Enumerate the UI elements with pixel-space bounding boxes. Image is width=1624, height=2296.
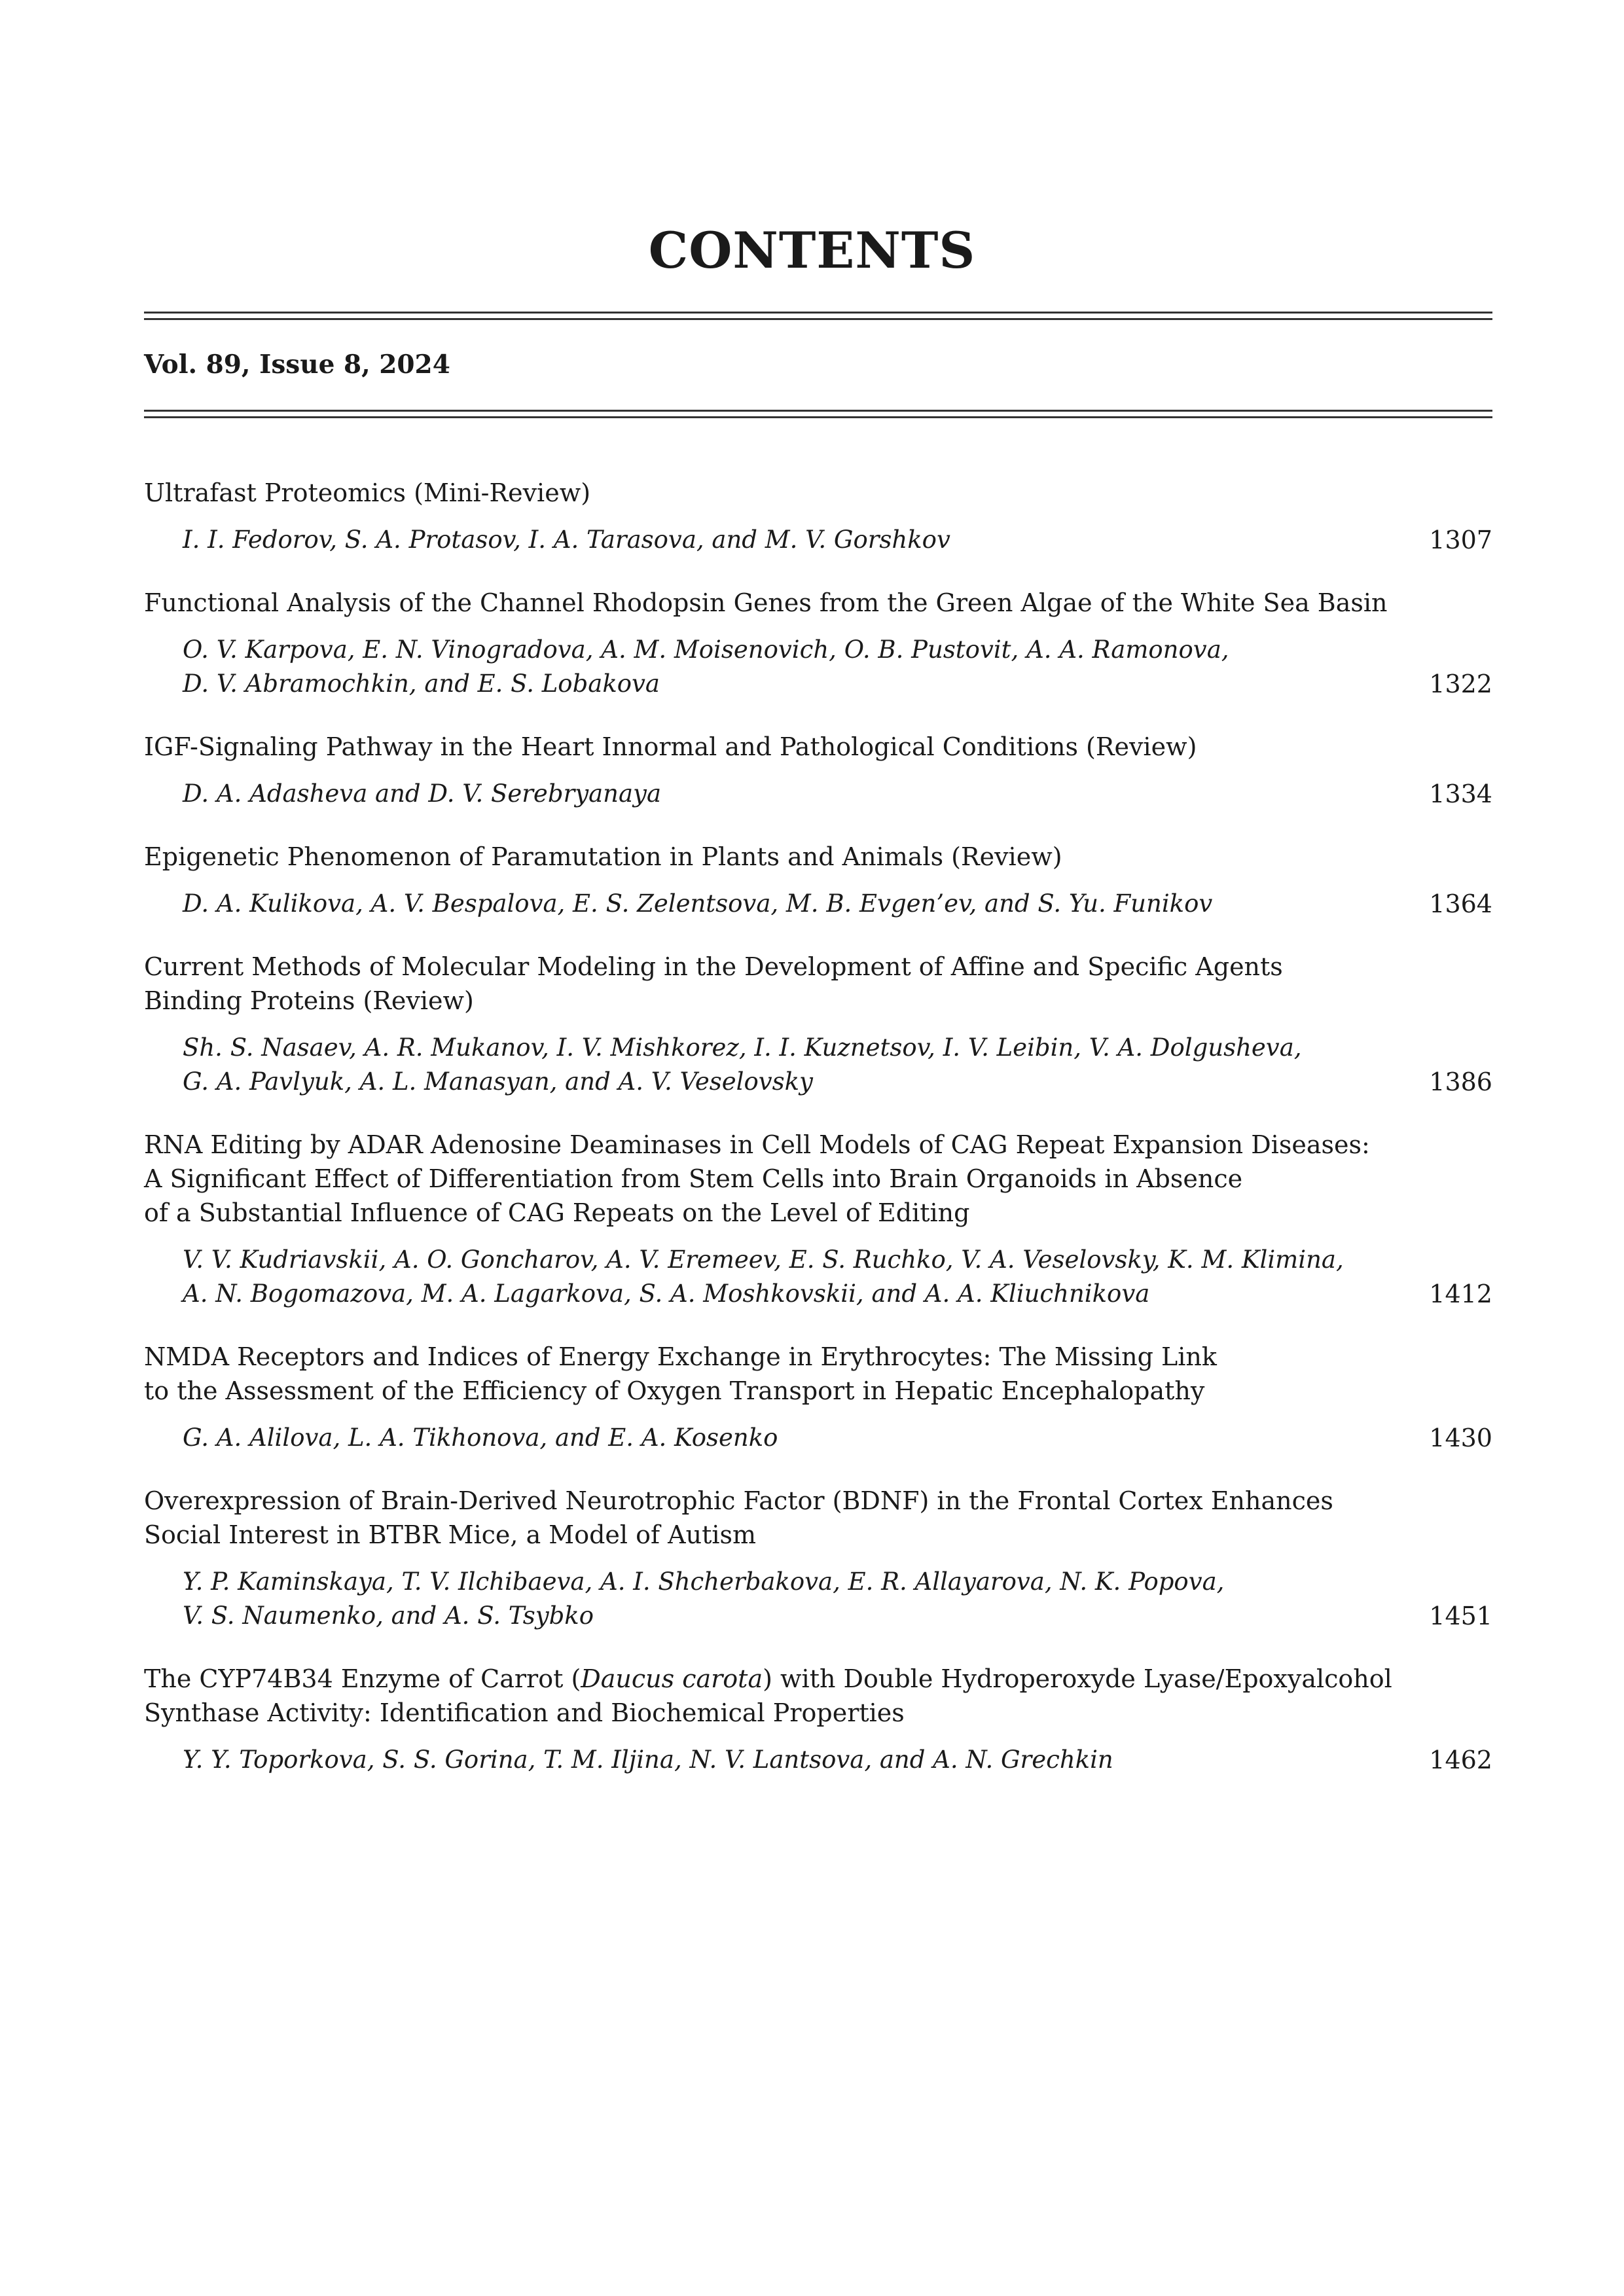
article-title[interactable]: Current Methods of Molecular Modeling in the Development of Affine and Specific Agents Binding Proteins (Review): [144, 952, 1283, 1015]
article-authors: Y. P. Kaminskaya, T. V. Ilchibaeva, A. I. Shcherbakova, E. R. Allayarova, N. K. Popova, V. S. Naumenko, and A. S. Tsybko: [183, 1568, 1225, 1630]
entry-footer: [144, 1421, 1492, 1455]
article-authors: I. I. Fedorov, S. A. Protasov, I. A. Tarasova, and M. V. Gorshkov: [183, 526, 950, 554]
article-title[interactable]: IGF-Signaling Pathway in the Heart Innormal and Pathological Conditions (Review): [144, 732, 1197, 761]
title-text-part: ) with Double Hydroperoxyde Lyase/Epoxyalcohol: [763, 1664, 1392, 1693]
article-authors: O. V. Karpova, E. N. Vinogradova, A. M. Moisenovich, O. B. Pustovit, A. A. Ramonova, D. V. Abramochkin, and E. S. Lobakova: [183, 636, 1229, 698]
article-authors: D. A. Adasheva and D. V. Serebryanaya: [183, 780, 662, 808]
entry-footer: [144, 633, 1492, 701]
toc-entry: [144, 1662, 1492, 1777]
double-rule-bottom: [144, 410, 1492, 419]
page-number[interactable]: 1451: [1429, 1602, 1492, 1630]
article-authors: V. V. Kudriavskii, A. O. Goncharov, A. V. Eremeev, E. S. Ruchko, V. A. Veselovsky, K. M. Klimina, A. N. Bogomazova, M. A. Lagarkova, S. A. Moshkovskii, and A. A. Kliuchnikova: [183, 1246, 1344, 1308]
entry-footer: [144, 887, 1492, 921]
toc-entry: [144, 840, 1492, 921]
entry-footer: [144, 1243, 1492, 1311]
entry-footer: [144, 1743, 1492, 1777]
toc-entry: [144, 1340, 1492, 1455]
title-text-part: The CYP74B34 Enzyme of Carrot (: [144, 1664, 581, 1693]
article-authors: Y. Y. Toporkova, S. S. Gorina, T. M. Iljina, N. V. Lantsova, and A. N. Grechkin: [183, 1746, 1113, 1774]
toc-entry: [144, 476, 1492, 557]
toc-entry: [144, 950, 1492, 1099]
article-title[interactable]: Functional Analysis of the Channel Rhodopsin Genes from the Green Algae of the White Sea Basin: [144, 588, 1388, 617]
page-number[interactable]: 1430: [1429, 1424, 1492, 1452]
article-title[interactable]: RNA Editing by ADAR Adenosine Deaminases in Cell Models of CAG Repeat Expansion Diseases: A Significant Effect of Differentiation from Stem Cells into Brain Organoids in Absence of a Substantial Influence of CAG Repeats on the Level of Editing: [144, 1130, 1370, 1227]
article-title[interactable]: Overexpression of Brain-Derived Neurotrophic Factor (BDNF) in the Frontal Cortex Enhances Social Interest in BTBR Mice, a Model of Autism: [144, 1486, 1333, 1549]
toc-entry: [144, 730, 1492, 811]
toc-entry: [144, 1128, 1492, 1311]
toc-entry: [144, 1484, 1492, 1633]
page-number[interactable]: 1462: [1429, 1746, 1492, 1774]
issue-info: Vol. 89, Issue 8, 2024: [144, 350, 450, 380]
species-name-italic: Daucus carota: [581, 1664, 763, 1693]
page-title: CONTENTS: [648, 221, 976, 279]
page-number[interactable]: 1334: [1429, 780, 1492, 808]
article-authors: D. A. Kulikova, A. V. Bespalova, E. S. Zelentsova, M. B. Evgen’ev, and S. Yu. Funikov: [183, 889, 1213, 918]
entry-footer: [144, 1565, 1492, 1633]
article-title[interactable]: Epigenetic Phenomenon of Paramutation in Plants and Animals (Review): [144, 842, 1062, 871]
page-number[interactable]: 1307: [1429, 526, 1492, 554]
table-of-contents: [144, 476, 1492, 1806]
article-title[interactable]: NMDA Receptors and Indices of Energy Exchange in Erythrocytes: The Missing Link to the Assessment of the Efficiency of Oxygen Transport in Hepatic Encephalopathy: [144, 1342, 1217, 1405]
entry-footer: [144, 523, 1492, 557]
page-number[interactable]: 1322: [1429, 670, 1492, 698]
page-number[interactable]: 1364: [1429, 889, 1492, 918]
article-authors: Sh. S. Nasaev, A. R. Mukanov, I. V. Mishkorez, I. I. Kuznetsov, I. V. Leibin, V. A. Dolgusheva, G. A. Pavlyuk, A. L. Manasyan, and A. V. Veselovsky: [183, 1033, 1302, 1096]
entry-footer: [144, 1031, 1492, 1099]
article-authors: G. A. Alilova, L. A. Tikhonova, and E. A. Kosenko: [183, 1424, 778, 1452]
double-rule-top: [144, 312, 1492, 321]
article-title[interactable]: Ultrafast Proteomics (Mini-Review): [144, 478, 591, 507]
page-number[interactable]: 1386: [1429, 1067, 1492, 1096]
toc-entry: [144, 586, 1492, 701]
article-title[interactable]: [144, 1662, 1492, 1730]
page-number[interactable]: 1412: [1429, 1280, 1492, 1308]
entry-footer: [144, 777, 1492, 811]
title-text-part: Synthase Activity: Identification and Biochemical Properties: [144, 1698, 905, 1727]
